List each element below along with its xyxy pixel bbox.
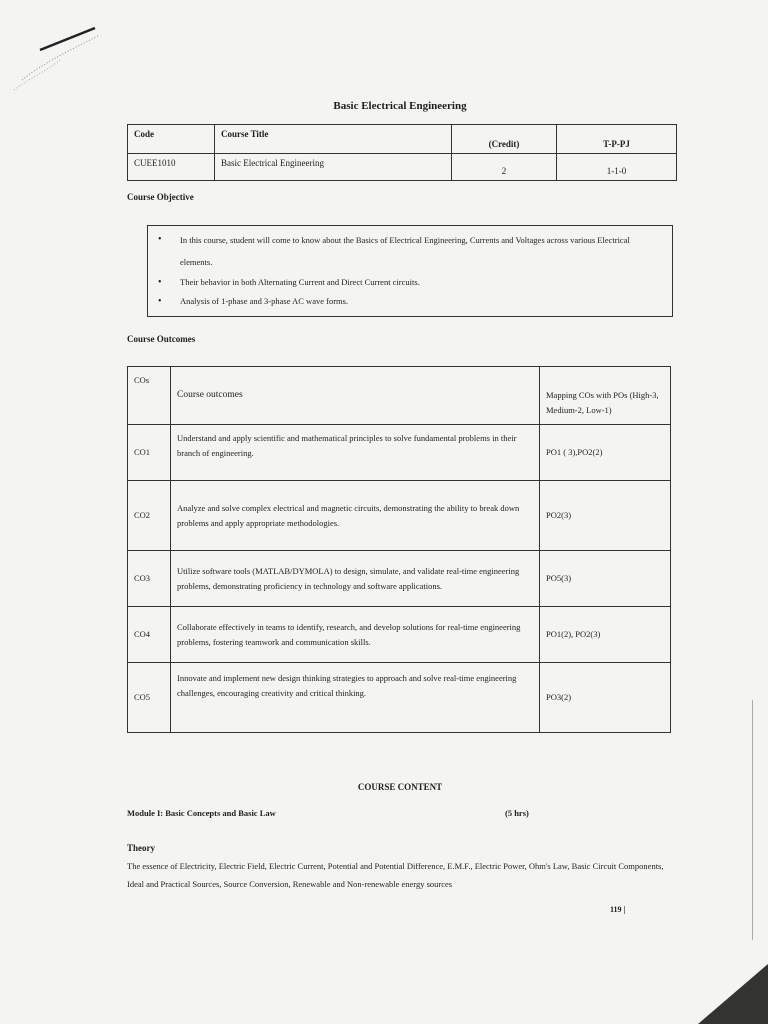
objective-text: Analysis of 1-phase and 3-phase AC wave forms. — [180, 296, 349, 306]
header-credit: (Credit) — [452, 125, 557, 154]
co-description: Collaborate effectively in teams to identify, research, and develop solutions for real-time engineering problems, fostering teamwork and communication skills. — [171, 607, 540, 663]
course-outcomes-table — [127, 366, 671, 733]
header-mapping: Mapping COs with POs (High-3, Medium-2, Low-1) — [540, 367, 671, 425]
outcomes-heading: Course Outcomes — [127, 334, 196, 344]
bullet-icon: • — [158, 277, 162, 288]
co-code: CO3 — [128, 551, 171, 607]
objective-text: In this course, student will come to know about the Basics of Electrical Engineering, Currents and Voltages across various Electrical elements. — [180, 235, 630, 267]
bullet-icon: • — [158, 296, 162, 307]
theory-heading: Theory — [127, 843, 155, 853]
table-row — [128, 481, 671, 551]
theory-text: The essence of Electricity, Electric Field, Electric Current, Potential and Potential Difference, E.M.F., Electric Power, Ohm's Law, Basic Circuit Components, Ideal and Practical Sources, Source Conversion, Renewable and Non-renewable energy sources — [127, 861, 664, 889]
course-info-table — [127, 124, 677, 181]
document-title: Basic Electrical Engineering — [333, 100, 467, 112]
po-mapping: PO1(2), PO2(3) — [540, 607, 671, 663]
scan-smudge-mark — [0, 10, 130, 100]
header-code: Code — [128, 125, 215, 154]
co-code: CO5 — [128, 663, 171, 733]
co-code: CO4 — [128, 607, 171, 663]
module-hours: (5 hrs) — [505, 808, 529, 818]
po-mapping: PO5(3) — [540, 551, 671, 607]
list-item — [148, 229, 660, 273]
po-mapping: PO2(3) — [540, 481, 671, 551]
page-number: 119 | — [610, 905, 626, 914]
cell-course-title: Basic Electrical Engineering — [215, 154, 452, 181]
header-course-outcomes: Course outcomes — [171, 367, 540, 425]
co-description: Understand and apply scientific and mathematical principles to solve fundamental problems in their branch of engineering. — [171, 425, 540, 481]
bullet-icon: • — [158, 234, 162, 245]
table-row — [128, 425, 671, 481]
objective-box — [147, 225, 673, 317]
table-row — [128, 607, 671, 663]
po-mapping: PO1 ( 3),PO2(2) — [540, 425, 671, 481]
header-course-title: Course Title — [215, 125, 452, 154]
objective-heading: Course Objective — [127, 192, 194, 202]
objective-text: Their behavior in both Alternating Current and Direct Current circuits. — [180, 277, 420, 287]
co-description: Utilize software tools (MATLAB/DYMOLA) to design, simulate, and validate real-time engineering problems, demonstrating proficiency in technology and software applications. — [171, 551, 540, 607]
cell-tppj: 1-1-0 — [557, 154, 677, 181]
cell-code: CUEE1010 — [128, 154, 215, 181]
cell-credit: 2 — [452, 154, 557, 181]
course-content-heading: COURSE CONTENT — [357, 782, 443, 792]
co-description: Innovate and implement new design thinking strategies to approach and solve real-time engineering challenges, encouraging creativity and critical thinking. — [171, 663, 540, 733]
objective-list — [148, 229, 672, 307]
table-row — [128, 663, 671, 733]
table-row — [128, 551, 671, 607]
table-row — [128, 154, 677, 181]
header-tppj: T-P-PJ — [557, 125, 677, 154]
co-description: Analyze and solve complex electrical and magnetic circuits, demonstrating the ability to break down problems and apply appropriate methodologies. — [171, 481, 540, 551]
scan-right-edge — [752, 700, 753, 940]
table-row — [128, 125, 677, 154]
module-title: Module I: Basic Concepts and Basic Law — [127, 808, 276, 818]
po-mapping: PO3(2) — [540, 663, 671, 733]
co-code: CO2 — [128, 481, 171, 551]
table-row — [128, 367, 671, 425]
co-code: CO1 — [128, 425, 171, 481]
scan-corner-shadow — [698, 964, 768, 1024]
header-cos: COs — [128, 367, 171, 425]
list-item — [148, 296, 672, 307]
list-item — [148, 277, 672, 288]
